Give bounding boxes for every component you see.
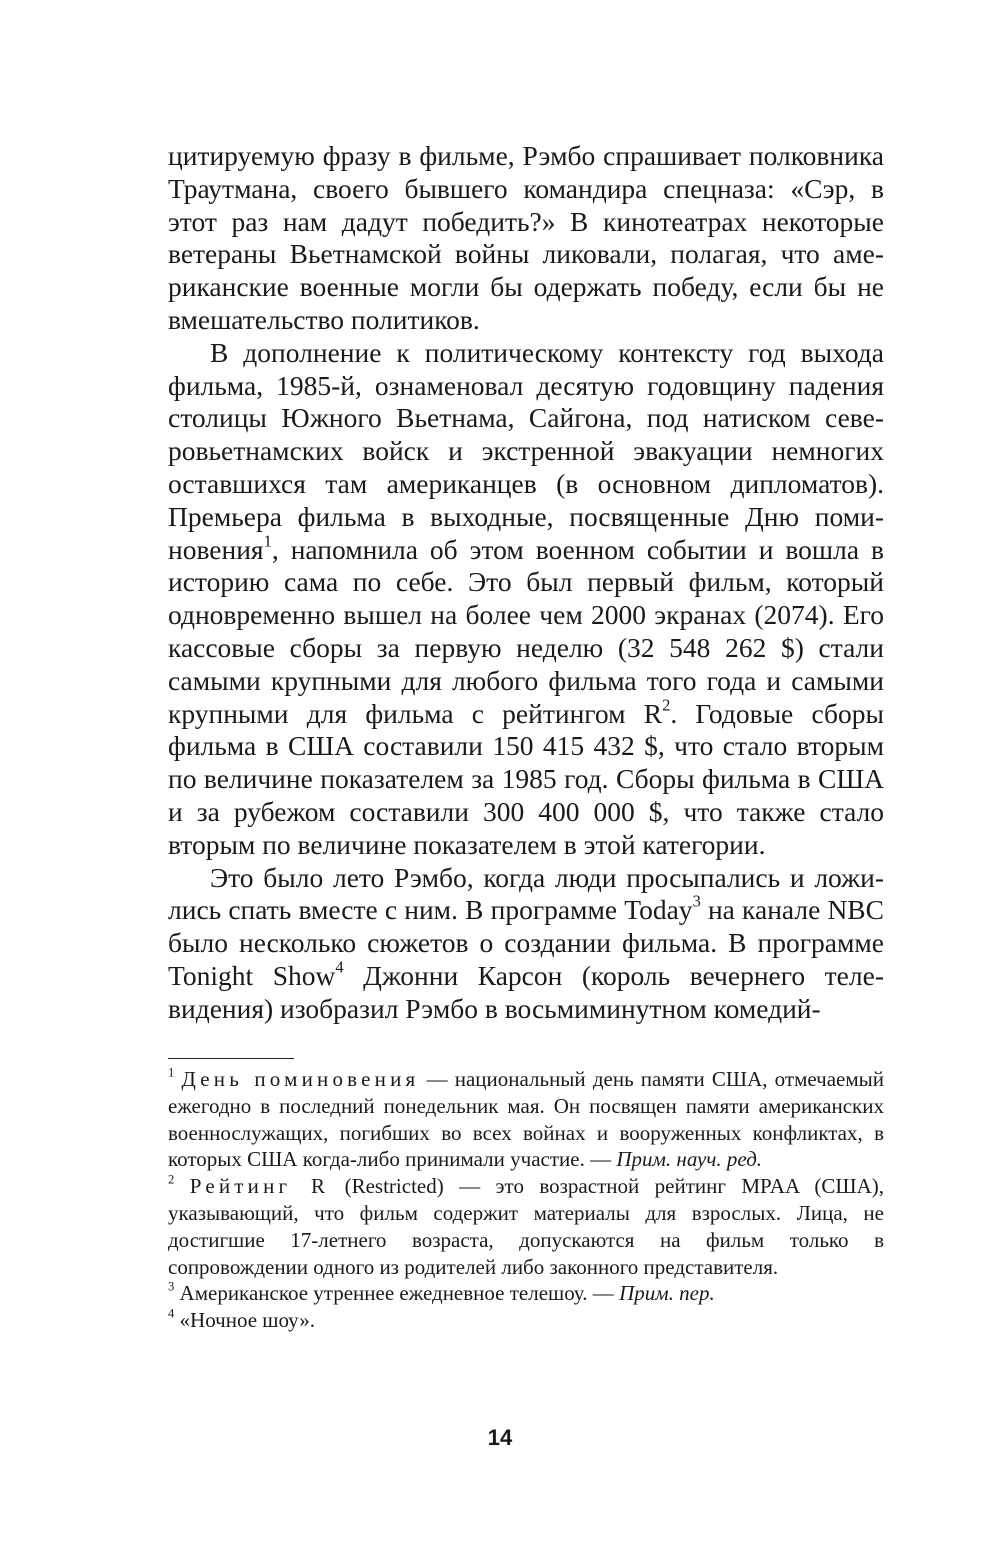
paragraph-2-part-a: В дополнение к политическому контексту год выхода фильма, 1985-й, ознаменовал десятую годовщину падения столицы Южного Вьетнама, Сайгона, под натиском северовьетнамских войск и экстренной эвакуации немногих оставшихся там американцев (в основном дипломатов). Премьера фильма в выходные, посвященные Дню поминовения (168, 336, 884, 565)
paragraph-2 (168, 337, 884, 862)
footnote-4-text: «Ночное шоу». (174, 1308, 315, 1333)
footnote-ref-3: 3 (692, 891, 701, 911)
footnote-2-text: (Restricted) — это возрастной рейтинг MPAA (США), указывающий, что фильм содержит материалы для взрослых. Лица, не достигшие 17-летнего возраста, допускаются на фильм только в сопровождении одного из родителей либо законного представителя. (168, 1174, 884, 1279)
paragraph-2-part-c: . Годовые сборы фильма в США составили 150 415 432 $, что стало вторым по величине показателем за 1985 год. Сборы фильма в США и за рубежом составили 300 400 000 $, что также стало вторым по величине показателем в этой категории. (168, 697, 884, 860)
footnote-3-note: Прим. пер. (619, 1281, 715, 1306)
footnote-4-number: 4 (168, 1306, 175, 1321)
footnote-1-number: 1 (168, 1065, 175, 1080)
paragraph-1: цитируемую фразу в фильме, Рэмбо спрашивает полковника Траутмана, своего бывшего командира спецназа: «Сэр, в этот раз нам дадут победить?» В кинотеатрах некоторые ветераны Вьетнамской войны ликовали, полагая, что американские военные могли бы одержать победу, если бы не вмешательство политиков. (168, 140, 884, 335)
footnote-3 (168, 1280, 884, 1307)
paragraph-3 (168, 862, 884, 1026)
footnote-2-number: 2 (168, 1172, 175, 1187)
footnote-ref-2: 2 (662, 695, 671, 715)
footnote-3-number: 3 (168, 1279, 175, 1294)
paragraph-3-part-b: на канале NBC было несколько сюжетов о создании фильма. В программе Tonight Show (168, 894, 884, 991)
footnote-ref-1: 1 (263, 531, 272, 551)
paragraph-3-part-a: Это было лето Рэмбо, когда люди просыпались и ложились спать вместе с ним. В программе Today (168, 861, 884, 926)
footnote-1-term: День поминовения (181, 1067, 420, 1091)
footnote-1-note: Прим. науч. ред. (616, 1147, 763, 1172)
footnote-4 (168, 1307, 884, 1334)
footnote-divider (168, 1058, 294, 1059)
page-number: 14 (487, 1425, 513, 1450)
paragraph-2-part-b: , напомнила об этом военном событии и вошла в историю сама по себе. Это был первый фильм, который одновременно вышел на более чем 2000 экранах (2074). Его кассовые сборы за первую неделю (32 548 262 $) стали самыми крупными для любого фильма того года и самыми крупными для фильма с рейтингом R (168, 533, 884, 729)
paragraph-3-part-c: Джонни Карсон (король вечернего телевидения) изобразил Рэмбо в восьмиминутном комедий- (168, 959, 884, 1024)
footnote-1-text: — национальный день памяти США, отмечаемый ежегодно в последний понедельник мая. Он посвящен памяти американских военнослужащих, погибших во всех войнах и вооруженных конфликтах, в которых США когда-либо принимали участие. — (168, 1067, 884, 1172)
footnote-2 (168, 1173, 884, 1280)
footnote-ref-4: 4 (335, 957, 344, 977)
footnotes (168, 1066, 884, 1334)
main-text (168, 140, 884, 1026)
footnote-3-text: Американское утреннее ежедневное телешоу. — (174, 1281, 620, 1306)
footnote-1 (168, 1066, 884, 1173)
footnote-2-term: Рейтинг R (189, 1174, 330, 1199)
